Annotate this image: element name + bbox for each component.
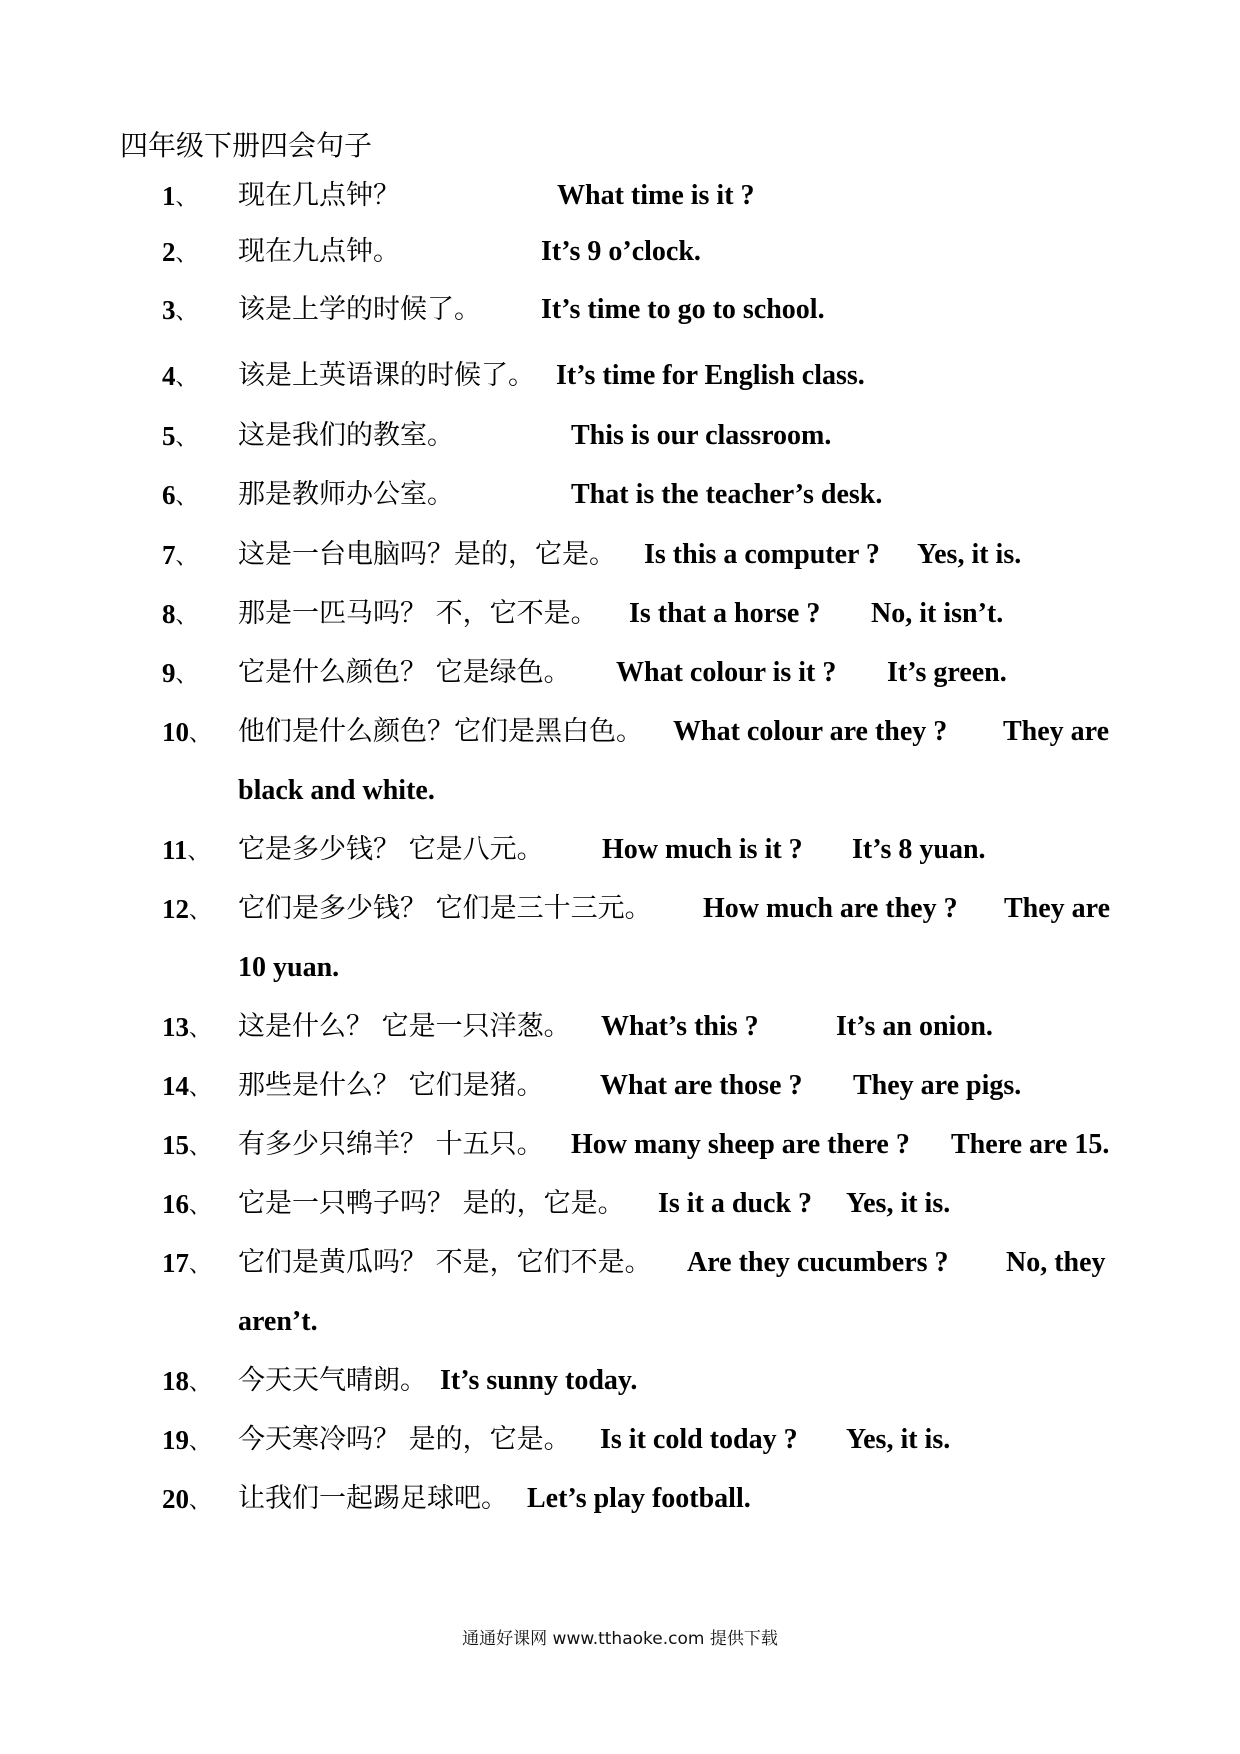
item-number: 9、 bbox=[162, 658, 198, 688]
english-text: It’s time to go to school. bbox=[541, 294, 825, 325]
english-reply: No, it isn’t. bbox=[871, 598, 1004, 629]
english-text: What time is it ? bbox=[557, 180, 755, 211]
chinese-text: 它是多少钱？ 它是八元。 bbox=[238, 834, 544, 865]
chinese-text: 他们是什么颜色？它们是黑白色。 bbox=[238, 716, 643, 747]
english-reply: Yes, it is. bbox=[917, 539, 1022, 570]
chinese-text: 那是一匹马吗？ 不，它不是。 bbox=[238, 598, 598, 629]
chinese-text: 该是上学的时候了。 bbox=[238, 294, 481, 325]
item-number: 14、 bbox=[162, 1071, 212, 1101]
chinese-text: 现在几点钟？ bbox=[238, 180, 400, 211]
english-text: Is this a computer ? bbox=[644, 539, 880, 570]
list-item bbox=[0, 1243, 1240, 1283]
chinese-text: 它们是多少钱？ 它们是三十三元。 bbox=[238, 893, 652, 924]
english-text: Is it a duck ? bbox=[658, 1188, 813, 1219]
list-item bbox=[0, 416, 1240, 456]
item-number: 10、 bbox=[162, 717, 212, 747]
item-number: 2、 bbox=[162, 237, 198, 267]
list-item bbox=[0, 176, 1240, 216]
english-text: Let’s play football. bbox=[527, 1483, 751, 1514]
list-item bbox=[0, 1125, 1240, 1165]
english-reply: It’s green. bbox=[887, 657, 1007, 688]
list-item bbox=[0, 1420, 1240, 1460]
chinese-text: 今天寒冷吗？ 是的，它是。 bbox=[238, 1424, 571, 1455]
item-number: 20、 bbox=[162, 1484, 212, 1514]
english-text: How much are they ? bbox=[703, 893, 958, 924]
chinese-text: 它是什么颜色？ 它是绿色。 bbox=[238, 657, 571, 688]
page-footer: 通通好课网 www.tthaoke.com 提供下载 bbox=[462, 1629, 778, 1649]
chinese-text: 那些是什么？ 它们是猪。 bbox=[238, 1070, 544, 1101]
english-reply: They are bbox=[1003, 716, 1110, 747]
item-number: 17、 bbox=[162, 1248, 212, 1278]
list-item-continuation: black and white. bbox=[238, 775, 435, 806]
chinese-text: 该是上英语课的时候了。 bbox=[238, 360, 535, 391]
list-item bbox=[0, 1184, 1240, 1224]
chinese-text: 这是我们的教室。 bbox=[238, 420, 454, 451]
list-item bbox=[0, 653, 1240, 693]
english-text: Is that a horse ? bbox=[629, 598, 821, 629]
list-item bbox=[0, 1479, 1240, 1519]
list-item bbox=[0, 830, 1240, 870]
english-text: What colour is it ? bbox=[616, 657, 837, 688]
english-reply: Yes, it is. bbox=[846, 1188, 951, 1219]
english-text: It’s sunny today. bbox=[440, 1365, 638, 1396]
chinese-text: 这是什么？ 它是一只洋葱。 bbox=[238, 1011, 571, 1042]
english-text: That is the teacher’s desk. bbox=[571, 479, 883, 510]
list-item bbox=[0, 1361, 1240, 1401]
list-item bbox=[0, 290, 1240, 330]
list-item bbox=[0, 712, 1240, 752]
item-number: 16、 bbox=[162, 1189, 212, 1219]
item-number: 7、 bbox=[162, 540, 198, 570]
chinese-text: 它们是黄瓜吗？ 不是，它们不是。 bbox=[238, 1247, 652, 1278]
english-reply: They are pigs. bbox=[853, 1070, 1022, 1101]
english-text: It’s 9 o’clock. bbox=[541, 236, 701, 267]
item-number: 3、 bbox=[162, 295, 198, 325]
list-item-continuation: aren’t. bbox=[238, 1306, 318, 1337]
item-number: 8、 bbox=[162, 599, 198, 629]
list-item-continuation: 10 yuan. bbox=[238, 952, 340, 983]
english-reply: Yes, it is. bbox=[846, 1424, 951, 1455]
english-text: What’s this ? bbox=[601, 1011, 759, 1042]
item-number: 18、 bbox=[162, 1366, 212, 1396]
list-item bbox=[0, 594, 1240, 634]
chinese-text: 这是一台电脑吗？是的，它是。 bbox=[238, 539, 616, 570]
item-number: 5、 bbox=[162, 421, 198, 451]
english-reply: No, they bbox=[1006, 1247, 1106, 1278]
list-item bbox=[0, 535, 1240, 575]
english-text: How many sheep are there ? bbox=[571, 1129, 910, 1160]
english-reply: There are 15. bbox=[951, 1129, 1110, 1160]
list-item bbox=[0, 232, 1240, 272]
list-item bbox=[0, 1007, 1240, 1047]
english-text: How much is it ? bbox=[602, 834, 803, 865]
item-number: 1、 bbox=[162, 181, 198, 211]
item-number: 12、 bbox=[162, 894, 212, 924]
list-item bbox=[0, 475, 1240, 515]
page-title: 四年级下册四会句子 bbox=[120, 129, 373, 162]
chinese-text: 让我们一起踢足球吧。 bbox=[238, 1483, 508, 1514]
list-item bbox=[0, 889, 1240, 929]
item-number: 11、 bbox=[162, 835, 210, 865]
item-number: 13、 bbox=[162, 1012, 212, 1042]
item-number: 6、 bbox=[162, 480, 198, 510]
list-item bbox=[0, 356, 1240, 396]
chinese-text: 它是一只鸭子吗？ 是的，它是。 bbox=[238, 1188, 625, 1219]
item-number: 15、 bbox=[162, 1130, 212, 1160]
chinese-text: 有多少只绵羊？ 十五只。 bbox=[238, 1129, 544, 1160]
chinese-text: 今天天气晴朗。 bbox=[238, 1365, 427, 1396]
item-number: 4、 bbox=[162, 361, 198, 391]
english-text: What are those ? bbox=[600, 1070, 803, 1101]
english-reply: They are bbox=[1004, 893, 1111, 924]
item-number: 19、 bbox=[162, 1425, 212, 1455]
english-text: Is it cold today ? bbox=[600, 1424, 798, 1455]
english-reply: It’s 8 yuan. bbox=[852, 834, 986, 865]
english-text: It’s time for English class. bbox=[556, 360, 865, 391]
english-text: What colour are they ? bbox=[673, 716, 948, 747]
english-text: This is our classroom. bbox=[571, 420, 832, 451]
chinese-text: 现在九点钟。 bbox=[238, 236, 400, 267]
english-reply: It’s an onion. bbox=[836, 1011, 993, 1042]
chinese-text: 那是教师办公室。 bbox=[238, 479, 454, 510]
english-text: Are they cucumbers ? bbox=[687, 1247, 949, 1278]
list-item bbox=[0, 1066, 1240, 1106]
